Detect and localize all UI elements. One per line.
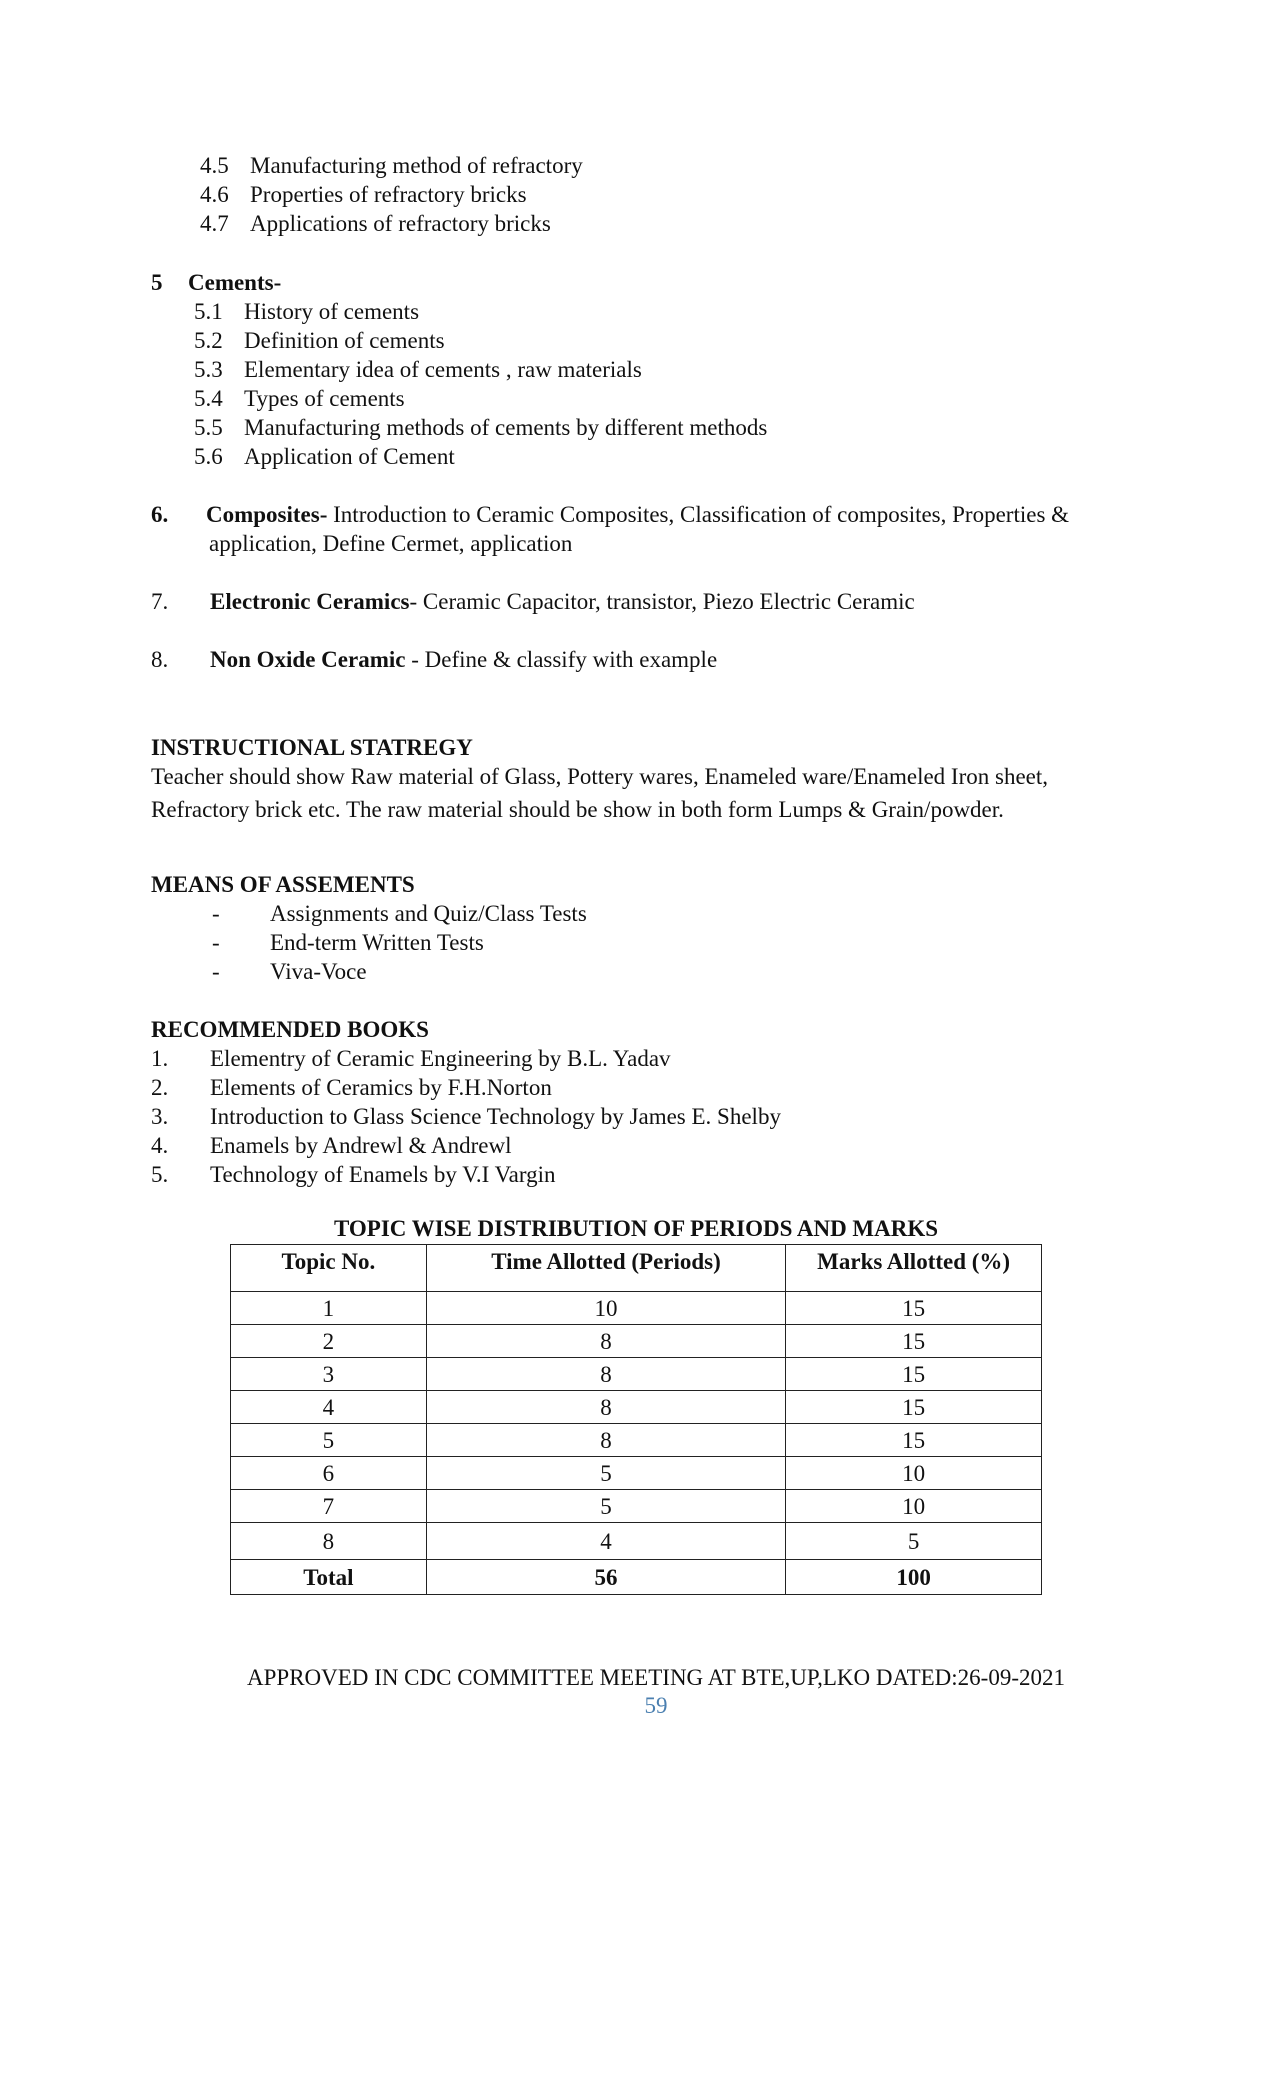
topic-title: Composites-	[206, 502, 328, 527]
table-row	[231, 1457, 1042, 1490]
total-marks: 100	[786, 1560, 1042, 1595]
topic-number: 8.	[151, 647, 169, 672]
list-item	[194, 355, 642, 384]
table-cell: 1	[231, 1292, 427, 1325]
item-number: 5.5	[194, 415, 223, 440]
bullet: -	[212, 930, 220, 955]
item-number: 5.	[151, 1162, 169, 1187]
item-text: Elementry of Ceramic Engineering by B.L. Yadav	[210, 1046, 671, 1071]
item-number: 1.	[151, 1046, 169, 1071]
item-text: Viva-Voce	[270, 959, 367, 984]
table-cell: 8	[426, 1358, 786, 1391]
column-header-marks: Marks Allotted (%)	[786, 1245, 1042, 1292]
table-cell: 8	[231, 1523, 427, 1560]
list-item	[194, 384, 405, 413]
table-cell: 10	[786, 1490, 1042, 1523]
page-number: 59	[644, 1693, 668, 1718]
table-cell: 15	[786, 1424, 1042, 1457]
list-item	[194, 413, 767, 442]
bullet: -	[212, 901, 220, 926]
topic-electronic-ceramics	[151, 587, 915, 616]
topic-title: Cements-	[188, 270, 282, 295]
item-number: 4.	[151, 1133, 169, 1158]
item-number: 5.2	[194, 328, 223, 353]
table-cell: 7	[231, 1490, 427, 1523]
topic-title: Non Oxide Ceramic	[210, 647, 406, 672]
table-row	[231, 1358, 1042, 1391]
list-item	[212, 899, 587, 928]
distribution-table	[230, 1244, 1042, 1595]
column-header-periods: Time Allotted (Periods)	[426, 1245, 786, 1292]
item-text: Assignments and Quiz/Class Tests	[270, 901, 587, 926]
item-text: Elementary idea of cements , raw materials	[244, 357, 642, 382]
topic-composites-continuation: application, Define Cermet, application	[209, 531, 573, 556]
item-text: Application of Cement	[244, 444, 455, 469]
table-cell: 8	[426, 1391, 786, 1424]
table-cell: 4	[426, 1523, 786, 1560]
table-cell: 10	[426, 1292, 786, 1325]
table-cell: 8	[426, 1424, 786, 1457]
topic-number: 7.	[151, 589, 169, 614]
table-cell: 5	[426, 1490, 786, 1523]
table-cell: 6	[231, 1457, 427, 1490]
table-row	[231, 1424, 1042, 1457]
list-item	[194, 297, 419, 326]
section-heading-assessment: MEANS OF ASSEMENTS	[151, 872, 415, 897]
item-text: Enamels by Andrewl & Andrewl	[210, 1133, 512, 1158]
topic-non-oxide-ceramic	[151, 645, 717, 674]
table-cell: 8	[426, 1325, 786, 1358]
list-item	[212, 928, 484, 957]
list-item	[151, 1160, 555, 1189]
topic-description: Introduction to Ceramic Composites, Classification of composites, Properties &	[327, 502, 1070, 527]
table-cell: 5	[231, 1424, 427, 1457]
list-item	[200, 180, 527, 209]
table-total-row	[231, 1560, 1042, 1595]
total-periods: 56	[426, 1560, 786, 1595]
table-cell: 15	[786, 1391, 1042, 1424]
item-number: 5.3	[194, 357, 223, 382]
section-heading-books: RECOMMENDED BOOKS	[151, 1017, 429, 1042]
table-row	[231, 1391, 1042, 1424]
list-item	[151, 1102, 781, 1131]
table-cell: 15	[786, 1358, 1042, 1391]
item-text: Types of cements	[244, 386, 405, 411]
total-label: Total	[231, 1560, 427, 1595]
item-text: Manufacturing methods of cements by different methods	[244, 415, 768, 440]
topic-number: 6.	[151, 502, 169, 527]
item-number: 4.5	[200, 153, 229, 178]
table-title: TOPIC WISE DISTRIBUTION OF PERIODS AND MARKS	[333, 1216, 939, 1241]
list-item	[212, 957, 367, 986]
item-text: End-term Written Tests	[270, 930, 484, 955]
item-text: Elements of Ceramics by F.H.Norton	[210, 1075, 552, 1100]
paragraph-line: Teacher should show Raw material of Glass, Pottery wares, Enameled ware/Enameled Iron sheet,	[151, 764, 1048, 789]
list-item	[151, 1131, 512, 1160]
item-number: 3.	[151, 1104, 169, 1129]
section-heading-instructional-strategy: INSTRUCTIONAL STATREGY	[151, 735, 473, 760]
item-text: Definition of cements	[244, 328, 445, 353]
item-number: 5.6	[194, 444, 223, 469]
topic-title: Electronic Ceramics	[210, 589, 410, 614]
list-item	[151, 1073, 552, 1102]
table-cell: 10	[786, 1457, 1042, 1490]
item-text: Applications of refractory bricks	[250, 211, 551, 236]
table-row	[231, 1292, 1042, 1325]
topic-description: - Ceramic Capacitor, transistor, Piezo Electric Ceramic	[409, 589, 915, 614]
item-text: Technology of Enamels by V.I Vargin	[210, 1162, 556, 1187]
list-item	[194, 326, 445, 355]
list-item	[200, 209, 551, 238]
item-text: Introduction to Glass Science Technology by James E. Shelby	[210, 1104, 781, 1129]
item-text: Manufacturing method of refractory	[250, 153, 583, 178]
approval-footer: APPROVED IN CDC COMMITTEE MEETING AT BTE,UP,LKO DATED:26-09-2021	[247, 1665, 1065, 1690]
table-cell: 2	[231, 1325, 427, 1358]
item-text: Properties of refractory bricks	[250, 182, 527, 207]
table-cell: 3	[231, 1358, 427, 1391]
item-number: 5.1	[194, 299, 223, 324]
item-number: 4.7	[200, 211, 229, 236]
list-item	[194, 442, 455, 471]
list-item	[200, 151, 583, 180]
topic-number: 5	[151, 270, 163, 295]
topic-composites	[151, 500, 1069, 529]
topic-heading-cements	[151, 268, 281, 297]
table-cell: 15	[786, 1292, 1042, 1325]
table-row	[231, 1523, 1042, 1560]
list-item	[151, 1044, 671, 1073]
table-row	[231, 1325, 1042, 1358]
table-row	[231, 1490, 1042, 1523]
table-header-row	[231, 1245, 1042, 1292]
item-text: History of cements	[244, 299, 420, 324]
paragraph-line: Refractory brick etc. The raw material should be show in both form Lumps & Grain/powder.	[151, 797, 1004, 822]
item-number: 4.6	[200, 182, 229, 207]
table-cell: 5	[426, 1457, 786, 1490]
bullet: -	[212, 959, 220, 984]
table-cell: 5	[786, 1523, 1042, 1560]
item-number: 2.	[151, 1075, 169, 1100]
item-number: 5.4	[194, 386, 223, 411]
topic-description: - Define & classify with example	[405, 647, 718, 672]
table-cell: 15	[786, 1325, 1042, 1358]
column-header-topic: Topic No.	[231, 1245, 427, 1292]
table-cell: 4	[231, 1391, 427, 1424]
